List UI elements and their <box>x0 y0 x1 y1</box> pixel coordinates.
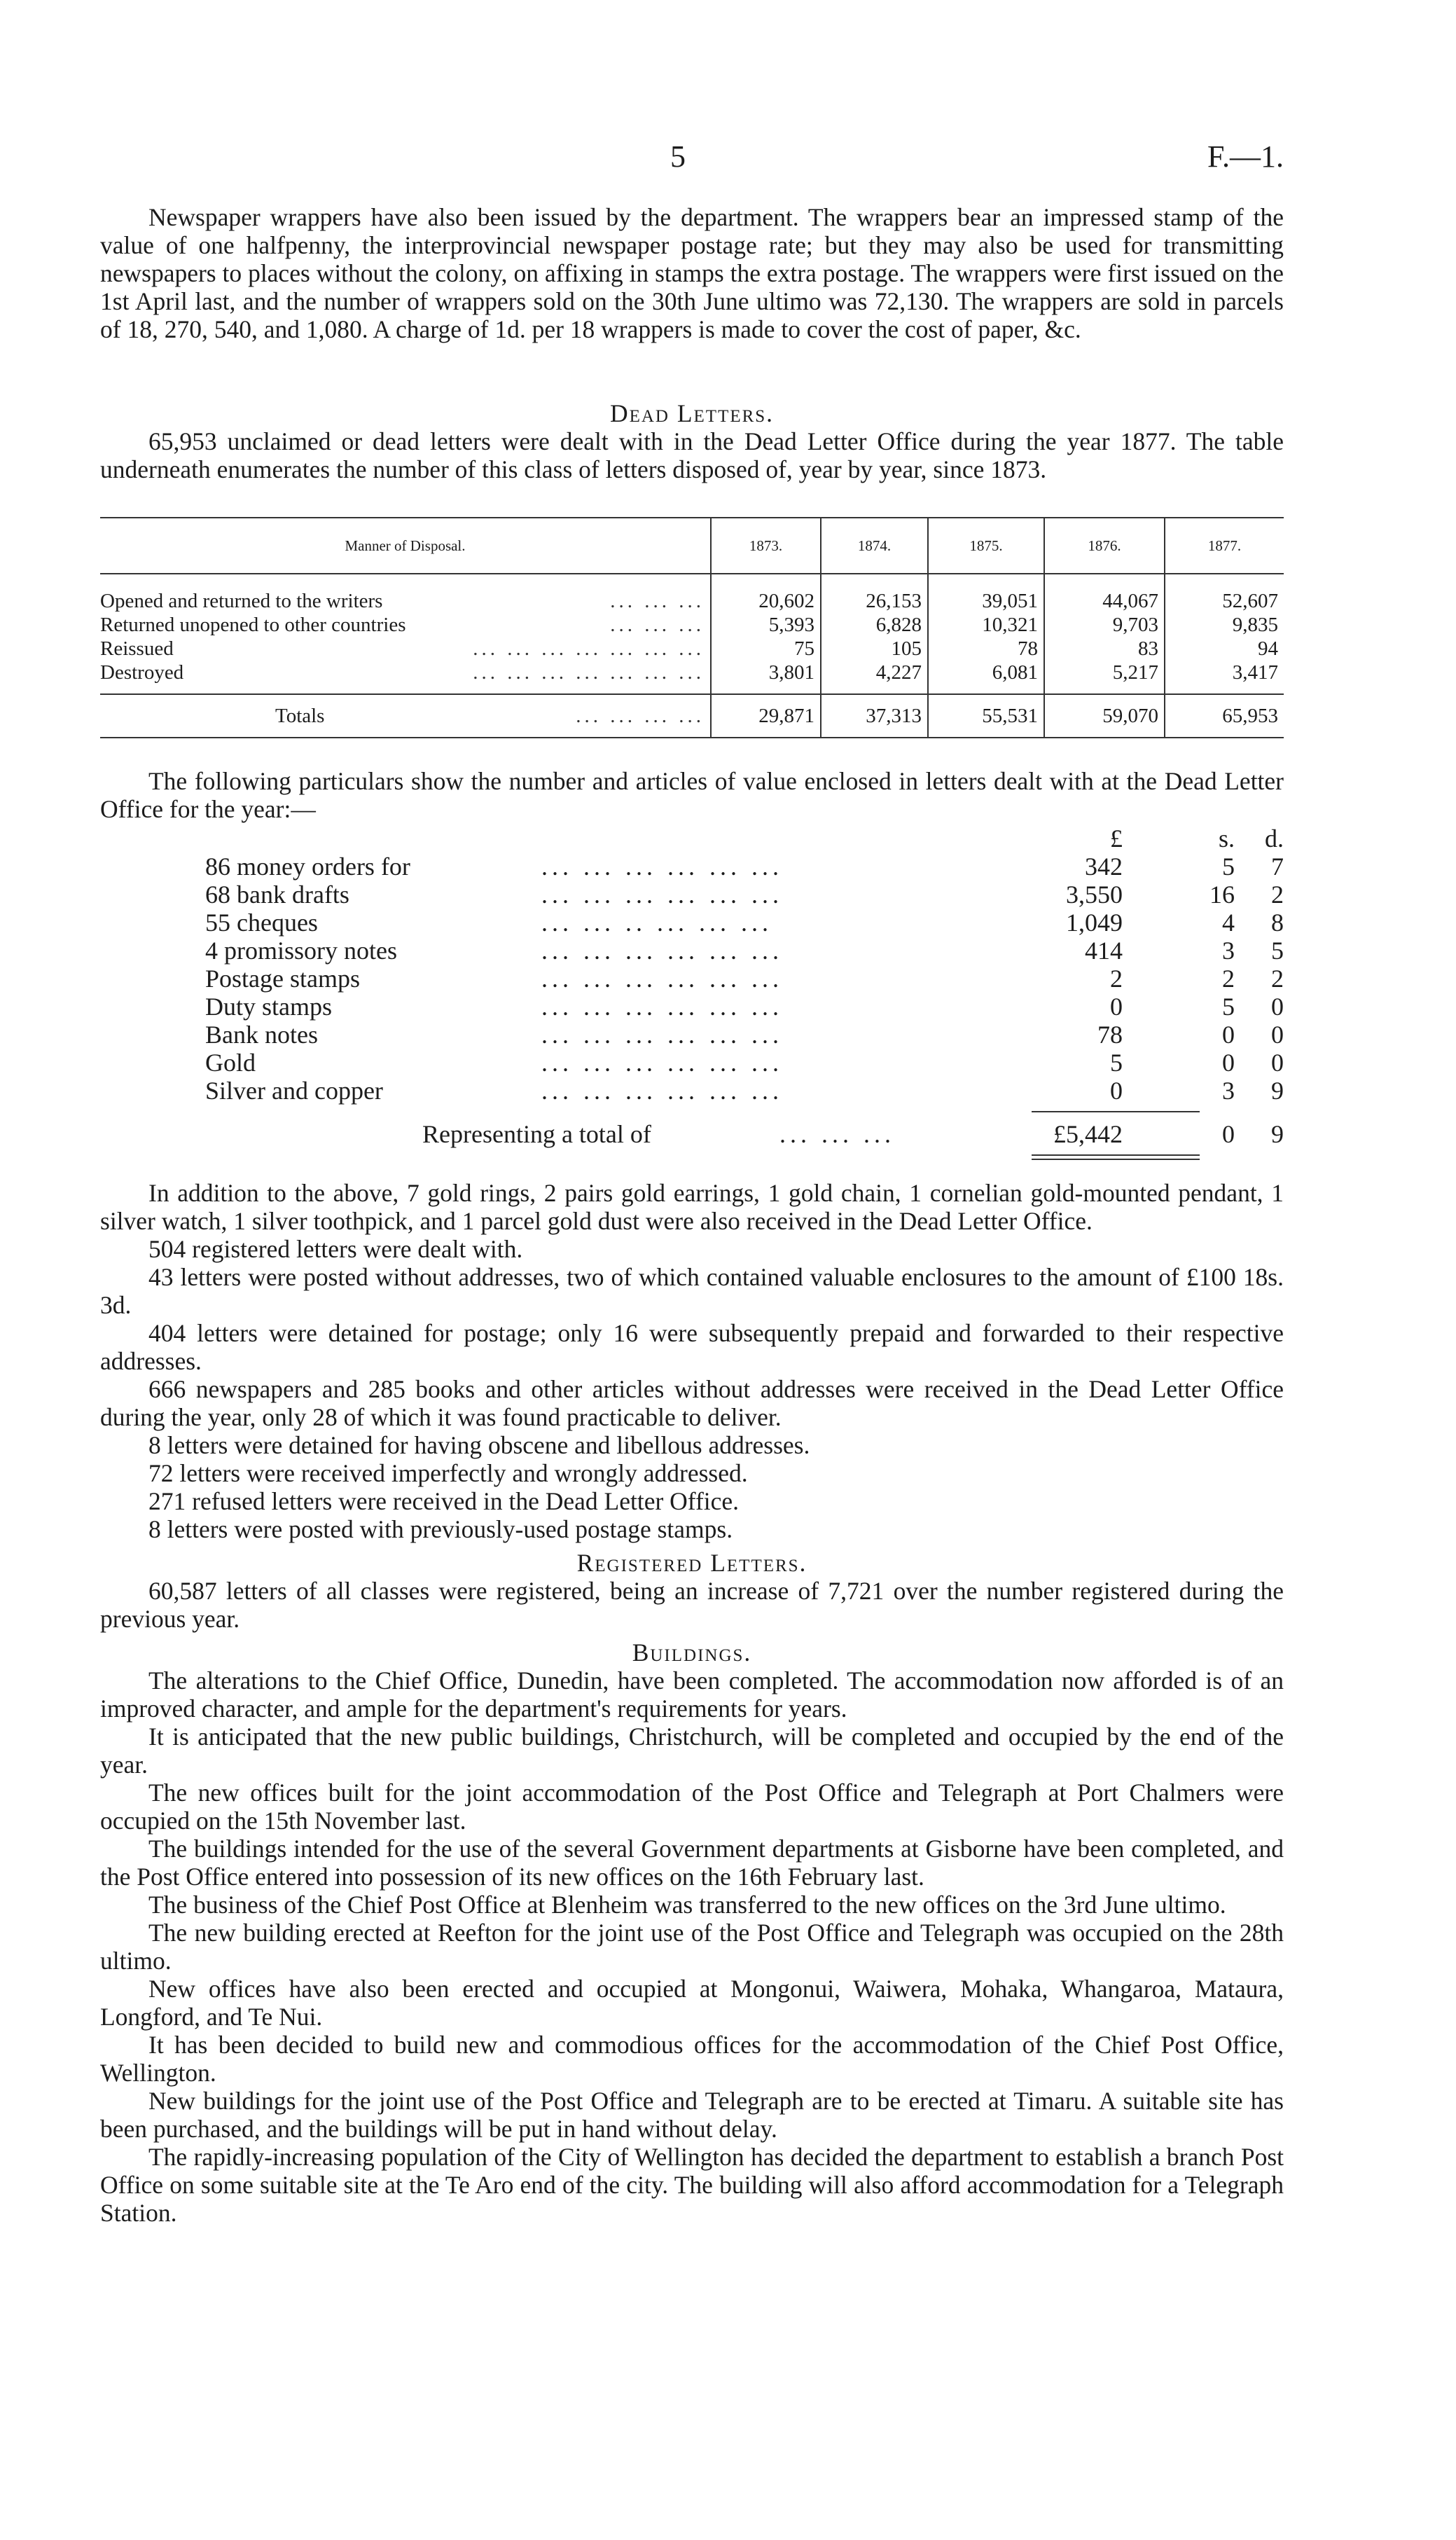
table-cell: 78 <box>928 637 1044 661</box>
pence: 0 <box>1271 993 1284 1021</box>
paragraph: 271 refused letters were received in the Dead Letter Office. <box>148 1487 740 1515</box>
sum-rule <box>1032 1111 1200 1112</box>
paragraph: 8 letters were detained for having obscene and libellous addresses. <box>148 1431 810 1459</box>
table-row <box>100 661 1284 684</box>
dead-letters-table <box>100 517 1284 738</box>
table-row <box>100 637 1284 661</box>
shillings: 0 <box>1222 1021 1235 1049</box>
pence: 0 <box>1271 1049 1284 1077</box>
paragraph: It is anticipated that the new public buildings, Christchurch, will be completed and occupied by the end of the year. <box>100 1723 1284 1779</box>
pounds: 78 <box>1097 1021 1123 1049</box>
row-label: Reissued <box>100 637 174 660</box>
column-header: 1873. <box>711 518 821 574</box>
pounds: 3,550 <box>1066 881 1123 909</box>
shillings: 5 <box>1222 853 1235 881</box>
table-cell: 3,801 <box>711 661 821 684</box>
item-label: 4 promissory notes <box>205 937 397 965</box>
list-item <box>205 936 1298 964</box>
pounds: 0 <box>1110 1077 1123 1105</box>
table-cell: 37,313 <box>821 694 928 738</box>
item-label: Gold <box>205 1049 256 1077</box>
paragraph: The following particulars show the number and articles of value enclosed in letters dealt with at the Dead Letter Office for the year:— <box>100 767 1284 823</box>
paragraph: The new offices built for the joint accommodation of the Post Office and Telegraph at Port Chalmers were occupied on the 15th November last. <box>100 1779 1284 1835</box>
pence: 5 <box>1271 937 1284 965</box>
table-row <box>100 613 1284 637</box>
shillings: 5 <box>1222 993 1235 1021</box>
row-label: Opened and returned to the writers <box>100 590 383 612</box>
table-cell: 6,081 <box>928 661 1044 684</box>
paragraph: It has been decided to build new and commodious offices for the accommodation of the Chief Post Office, Wellington. <box>100 2031 1284 2087</box>
item-label: 86 money orders for <box>205 853 410 881</box>
column-header: Manner of Disposal. <box>345 537 466 554</box>
pence: 0 <box>1271 1021 1284 1049</box>
pence-header: d. <box>1265 824 1284 853</box>
leader-dots: ... ... ... ... ... ... <box>541 937 783 965</box>
paragraph: Newspaper wrappers have also been issued by the department. The wrappers bear an impressed stamp of the value of one halfpenny, the interprovincial newspaper postage rate; but they may also be used for transmitting newspapers to places without the colony, on affixing in stamps the extra postage. The wrappers were first issued on the 1st April last, and the number of wrappers sold on the 30th June ultimo was 72,130. The wrappers are sold in parcels of 18, 270, 540, and 1,080. A charge of 1d. per 18 wrappers is made to cover the cost of paper, &c. <box>100 203 1284 343</box>
item-label: Bank notes <box>205 1021 318 1049</box>
leader-dots: ... ... ... ... ... ... <box>541 1077 783 1105</box>
leader-dots: ... ... ... ... ... ... ... <box>473 661 705 684</box>
table-cell: 10,321 <box>928 613 1044 637</box>
table-cell: 44,067 <box>1044 589 1165 613</box>
table-cell: 52,607 <box>1165 589 1284 613</box>
item-label: Duty stamps <box>205 993 333 1021</box>
leader-dots: ... ... ... ... ... ... <box>541 965 783 993</box>
list-item <box>205 992 1298 1020</box>
paragraph: 666 newspapers and 285 books and other articles without addresses were received in the Dead Letter Office during the year, only 28 of which it was found practicable to deliver. <box>100 1375 1284 1431</box>
section-heading: Dead Letters. <box>609 399 775 427</box>
column-header: 1874. <box>821 518 928 574</box>
paragraph: New offices have also been erected and occupied at Mongonui, Waiwera, Mohaka, Whangaroa, Mataura, Longford, and Te Nui. <box>100 1975 1284 2031</box>
paragraph: In addition to the above, 7 gold rings, 2 pairs gold earrings, 1 gold chain, 1 cornelian gold-mounted pendant, 1 silver watch, 1 silver toothpick, and 1 parcel gold dust were also received in the Dead Letter Office. <box>100 1179 1284 1235</box>
shillings: 3 <box>1222 1077 1235 1105</box>
table-cell: 20,602 <box>711 589 821 613</box>
dead-letter-notes <box>100 1179 1284 2227</box>
paragraph: The alterations to the Chief Office, Dunedin, have been completed. The accommodation now afforded is of an improved character, and ample for the department's requirements for years. <box>100 1666 1284 1723</box>
shillings: 4 <box>1222 909 1235 937</box>
pence: 9 <box>1271 1077 1284 1105</box>
table-cell: 29,871 <box>711 694 821 738</box>
column-header: 1876. <box>1044 518 1165 574</box>
pounds-header: £ <box>1110 824 1123 853</box>
total-row <box>205 1119 1298 1147</box>
column-header: 1877. <box>1165 518 1284 574</box>
pence: 7 <box>1271 853 1284 881</box>
pence: 2 <box>1271 881 1284 909</box>
leader-dots: ... ... ... ... ... ... <box>541 1049 783 1077</box>
totals-row <box>100 694 1284 738</box>
newspaper-wrappers-section <box>100 203 1284 343</box>
pence: 2 <box>1271 965 1284 993</box>
table-cell: 6,828 <box>821 613 928 637</box>
leader-dots: ... ... ... <box>610 590 705 612</box>
document-reference: F.—1. <box>1207 139 1284 174</box>
item-label: 55 cheques <box>205 909 318 937</box>
paragraph: 72 letters were received imperfectly and wrongly addressed. <box>148 1459 748 1487</box>
table-cell: 9,703 <box>1044 613 1165 637</box>
shillings: 3 <box>1222 937 1235 965</box>
sum-double-rule <box>1032 1159 1200 1160</box>
pence: 8 <box>1271 909 1284 937</box>
pounds: £5,442 <box>1053 1120 1123 1148</box>
shillings: 16 <box>1209 881 1235 909</box>
item-label: Silver and copper <box>205 1077 383 1105</box>
leader-dots: ... ... .. ... ... ... <box>541 909 772 937</box>
section-heading: Buildings. <box>632 1638 752 1666</box>
leader-dots: ... ... ... ... ... ... <box>541 853 783 881</box>
list-item <box>205 1020 1298 1048</box>
page-number: 5 <box>670 139 686 174</box>
shillings-header: s. <box>1218 824 1235 853</box>
table-cell: 65,953 <box>1165 694 1284 738</box>
table-cell: 39,051 <box>928 589 1044 613</box>
table-cell: 105 <box>821 637 928 661</box>
pounds: 1,049 <box>1066 909 1123 937</box>
list-item <box>205 908 1298 936</box>
paragraph: The new building erected at Reefton for the joint use of the Post Office and Telegraph was occupied on the 28th ultimo. <box>100 1919 1284 1975</box>
row-label: Totals <box>275 705 325 727</box>
row-label: Destroyed <box>100 661 184 684</box>
list-item <box>205 852 1298 880</box>
dead-letters-section <box>100 399 1284 483</box>
pounds: 342 <box>1085 853 1123 881</box>
paragraph: New buildings for the joint use of the Post Office and Telegraph are to be erected at Timaru. A suitable site has been purchased, and the buildings will be put in hand without delay. <box>100 2087 1284 2143</box>
paragraph: The business of the Chief Post Office at Blenheim was transferred to the new offices on the 3rd June ultimo. <box>148 1891 1226 1919</box>
paragraph: The buildings intended for the use of the several Government departments at Gisborne have been completed, and the Post Office entered into possession of its new offices on the 16th February last. <box>100 1835 1284 1891</box>
leader-dots: ... ... ... ... ... ... <box>541 1021 783 1049</box>
list-item <box>205 1076 1298 1104</box>
paragraph: 8 letters were posted with previously-used postage stamps. <box>148 1515 733 1543</box>
paragraph: 404 letters were detained for postage; only 16 were subsequently prepaid and forwarded to their respective addresses. <box>100 1319 1284 1375</box>
total-label: Representing a total of <box>422 1120 651 1148</box>
table-cell: 55,531 <box>928 694 1044 738</box>
leader-dots: ... ... ... <box>779 1120 895 1148</box>
row-label: Returned unopened to other countries <box>100 614 406 636</box>
table-row <box>100 589 1284 613</box>
column-header: 1875. <box>928 518 1044 574</box>
table-cell: 5,393 <box>711 613 821 637</box>
leader-dots: ... ... ... ... ... ... <box>541 993 783 1021</box>
list-item <box>205 1048 1298 1076</box>
pence: 9 <box>1271 1120 1284 1148</box>
list-item <box>205 880 1298 908</box>
pounds: 414 <box>1085 937 1123 965</box>
leader-dots: ... ... ... ... ... ... ... <box>473 637 705 660</box>
pounds: 0 <box>1110 993 1123 1021</box>
table-cell: 4,227 <box>821 661 928 684</box>
paragraph: 504 registered letters were dealt with. <box>148 1235 523 1263</box>
paragraph: 65,953 unclaimed or dead letters were dealt with in the Dead Letter Office during the year 1877. The table underneath enumerates the number of this class of letters disposed of, year by year, since 1873. <box>100 427 1284 483</box>
sum-double-rule <box>1032 1154 1200 1156</box>
shillings: 0 <box>1222 1049 1235 1077</box>
paragraph: The rapidly-increasing population of the City of Wellington has decided the department to establish a branch Post Office on some suitable site at the Te Aro end of the city. The building will also afford accommodation for a Telegraph Station. <box>100 2143 1284 2227</box>
list-item <box>205 964 1298 992</box>
paragraph: 60,587 letters of all classes were registered, being an increase of 7,721 over the number registered during the previous year. <box>100 1577 1284 1633</box>
pounds: 5 <box>1110 1049 1123 1077</box>
valuables-intro <box>100 767 1284 823</box>
currency-header-row <box>205 824 1298 852</box>
section-heading: Registered Letters. <box>576 1549 807 1577</box>
table-cell: 75 <box>711 637 821 661</box>
shillings: 0 <box>1222 1120 1235 1148</box>
leader-dots: ... ... ... ... <box>576 705 705 727</box>
paragraph: 43 letters were posted without addresses, two of which contained valuable enclosures to the amount of £100 18s. 3d. <box>100 1263 1284 1319</box>
pounds: 2 <box>1110 965 1123 993</box>
table-cell: 5,217 <box>1044 661 1165 684</box>
table-cell: 26,153 <box>821 589 928 613</box>
table-cell: 9,835 <box>1165 613 1284 637</box>
table-cell: 3,417 <box>1165 661 1284 684</box>
table-cell: 94 <box>1165 637 1284 661</box>
table-cell: 83 <box>1044 637 1165 661</box>
item-label: 68 bank drafts <box>205 881 349 909</box>
leader-dots: ... ... ... <box>610 614 705 636</box>
leader-dots: ... ... ... ... ... ... <box>541 881 783 909</box>
item-label: Postage stamps <box>205 965 360 993</box>
table-cell: 59,070 <box>1044 694 1165 738</box>
shillings: 2 <box>1222 965 1235 993</box>
